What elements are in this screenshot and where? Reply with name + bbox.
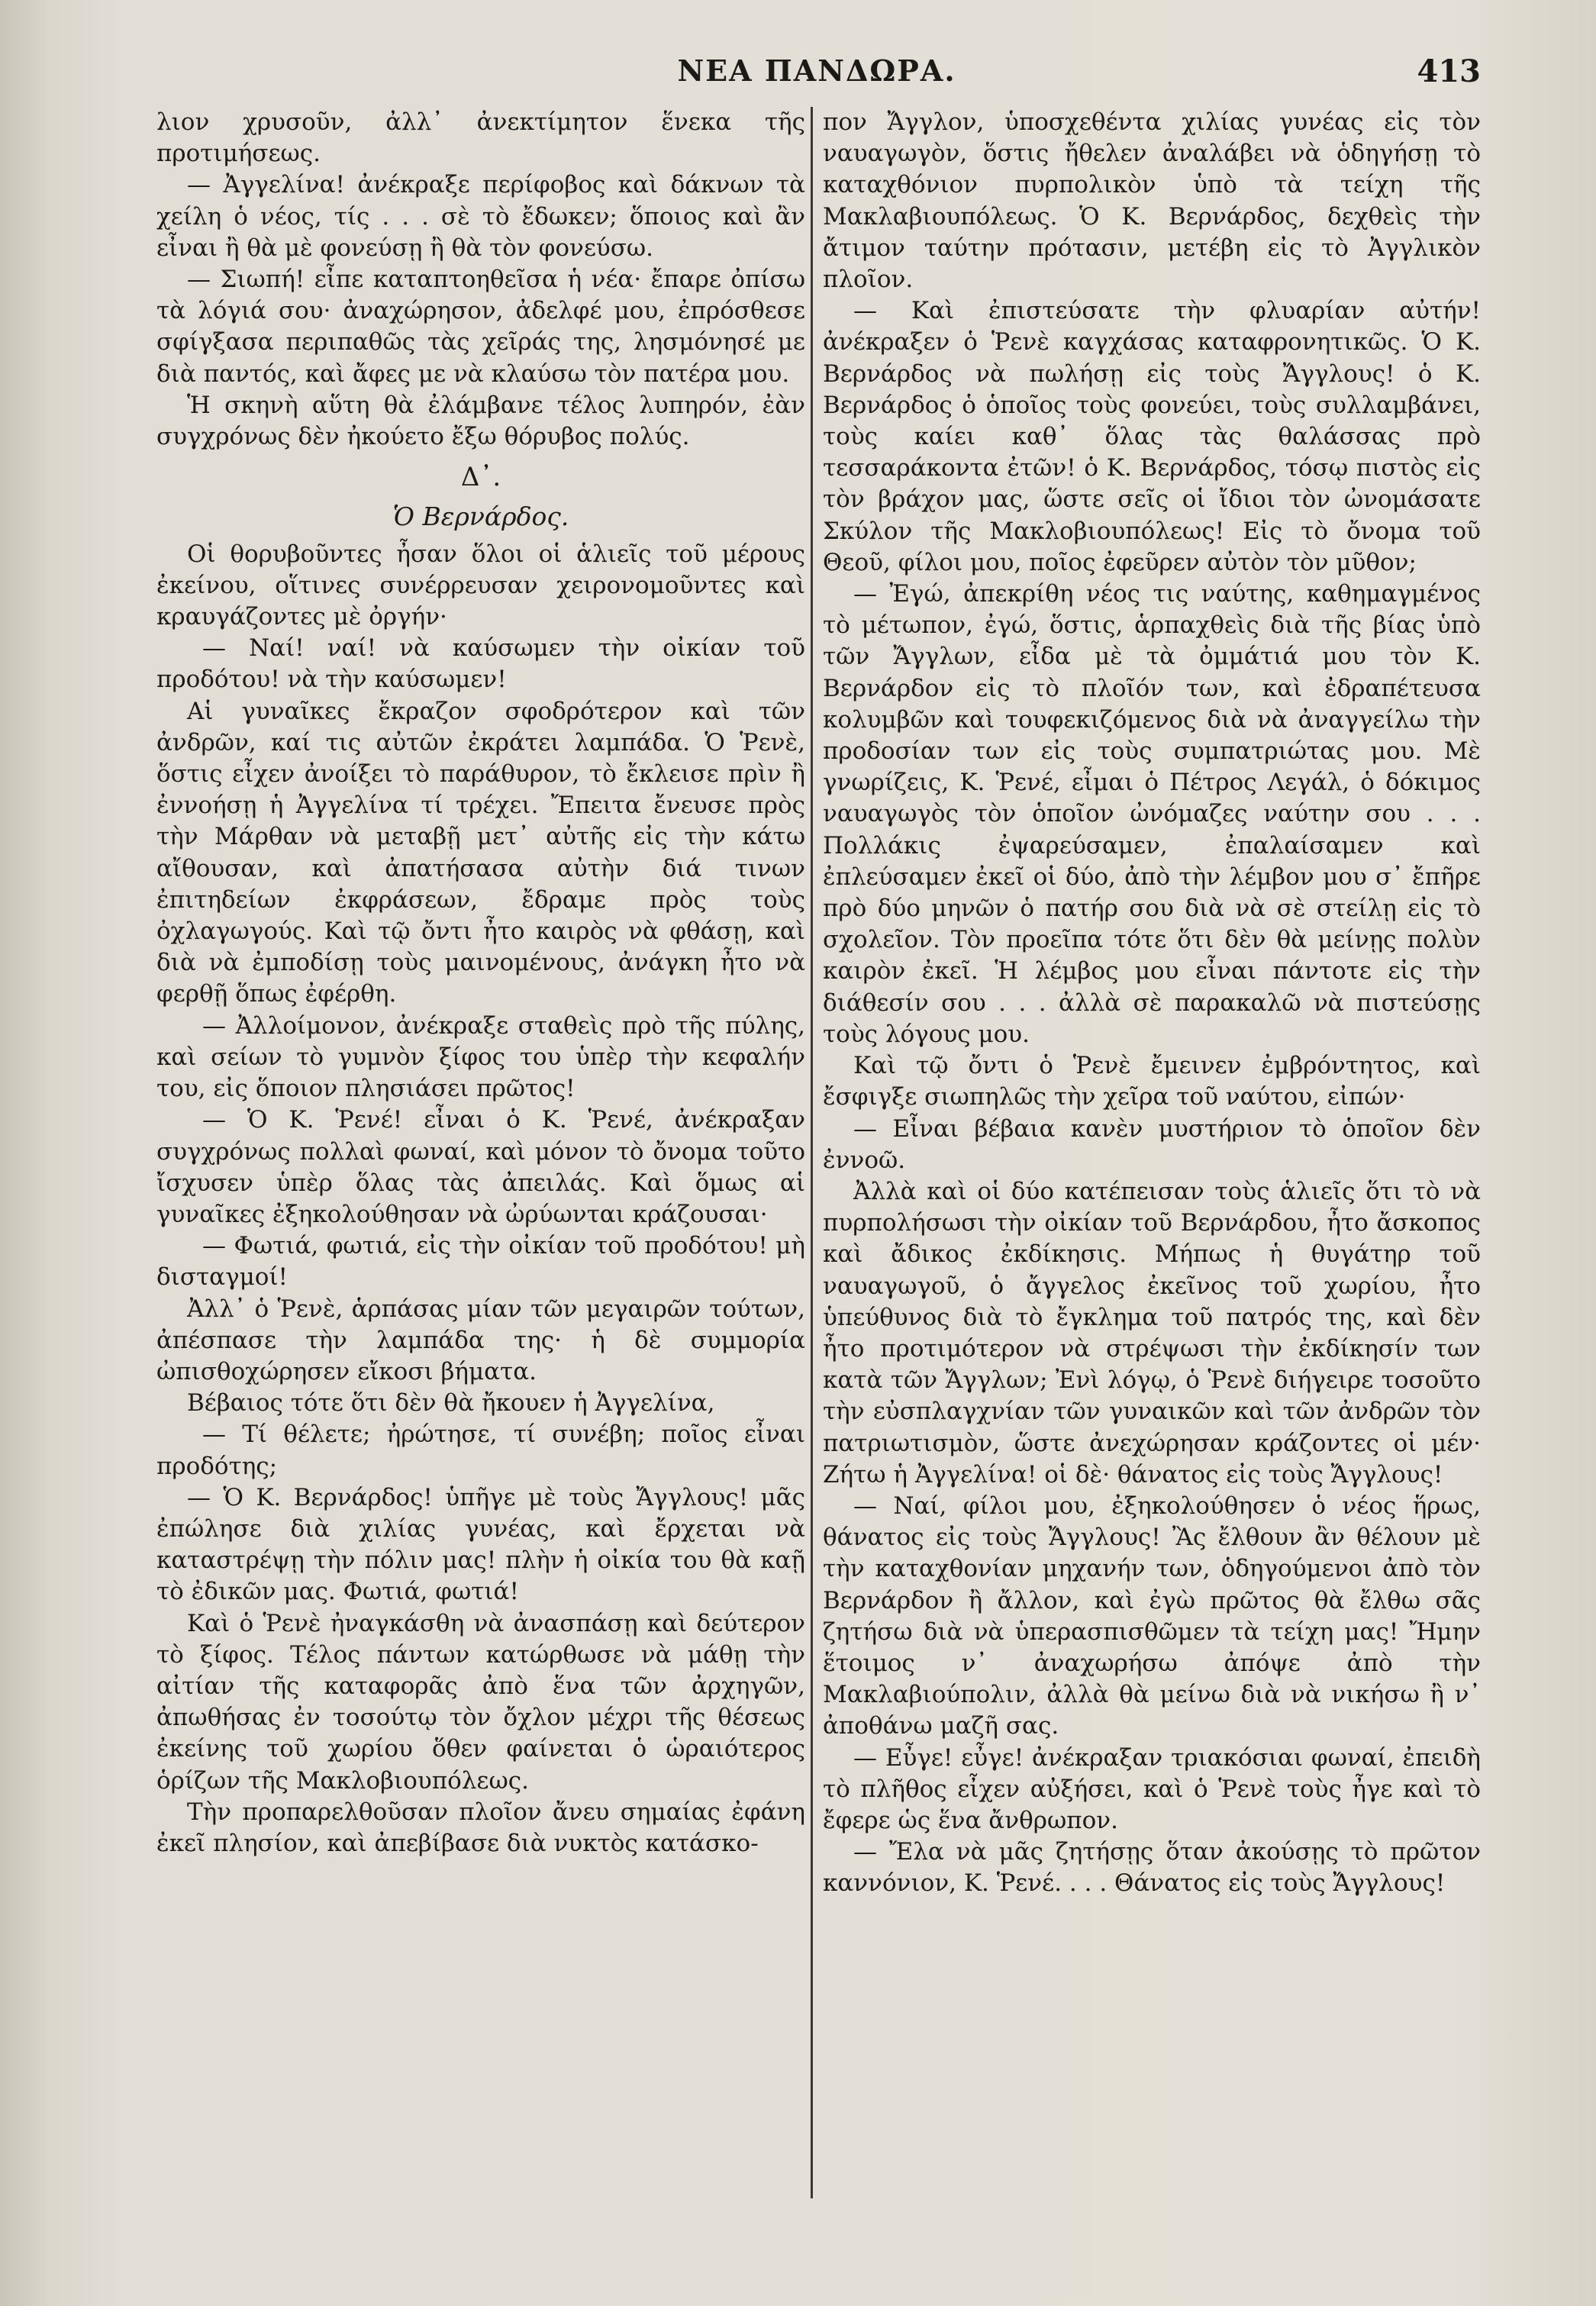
paragraph: Καὶ τῷ ὄντι ὁ Ῥενὲ ἔμεινεν ἐμβρόντητος, καὶ ἔσφιγξε σιωπηλῶς τὴν χεῖρα τοῦ ναύτου, εἰπών· — [823, 1052, 1481, 1111]
paragraph: — Ἐγώ, ἀπεκρίθη νέος τις ναύτης, καθημαγμένος τὸ μέτωπον, ἐγώ, ὅστις, ἁρπαχθεὶς διὰ τῆς βίας ὑπὸ τῶν Ἄγγλων, εἶδα μὲ τὰ ὀμμάτιά μου τὸν Κ. Βερνάρδον εἰς τὸ πλοῖόν των, καὶ ἐδραπέτευσα κολυμβῶν καὶ τουφεκιζόμενος διὰ νὰ ἀναγγείλω τὴν προδοσίαν των εἰς τοὺς συμπατριώτας μου. Μὲ γνωρίζεις, Κ. Ῥενέ, εἶμαι ὁ Πέτρος Λεγάλ, ὁ δόκιμος ναυαγωγὸς τὸν ὁποῖον ὠνόμαζες ναύτην σου . . . Πολλάκις ἐψαρεύσαμεν, ἐπαλαίσαμεν καὶ ἐπλεύσαμεν ἐκεῖ οἱ δύο, ἀπὸ τὴν λέμβον μου σ᾽ ἔπῆρε πρὸ δύο μηνῶν ὁ πατήρ σου διὰ νὰ σὲ στείλῃ εἰς τὸ σχολεῖον. Τὸν προεῖπα τότε ὅτι δὲν θὰ μείνῃς πολὺν καιρὸν ἐκεῖ. Ἡ λέμβος μου εἶναι πάντοτε εἰς τὴν διάθεσίν σου . . . ἀλλὰ σὲ παρακαλῶ νὰ πιστεύσῃς τοὺς λόγους μου. — [823, 580, 1481, 1048]
paragraph: Ἀλλὰ καὶ οἱ δύο κατέπεισαν τοὺς ἁλιεῖς ὅτι τὸ νὰ πυρπολήσωσι τὴν οἰκίαν τοῦ Βερνάρδου, ἦτο ἄσκοπος καὶ ἄδικος ἐκδίκησις. Μήπως ἡ θυγάτηρ τοῦ ναυαγωγοῦ, ὁ ἄγγελος ἐκεῖνος τοῦ χωρίου, ἦτο ὑπεύθυνος διὰ τὸ ἔγκλημα τοῦ πατρός της, καὶ δὲν ἦτο προτιμότερον νὰ στρέψωσι τὴν ἐκδίκησίν των κατὰ τῶν Ἄγγλων; Ἐνὶ λόγῳ, ὁ Ῥενὲ διήγειρε τοσοῦτο τὴν εὐσπλαγχνίαν τῶν γυναικῶν καὶ τῶν ἀνδρῶν τὸν πατριωτισμὸν, ὥστε ἀνεχώρησαν κράζοντες οἱ μέν· Ζήτω ἡ Ἀγγελίνα! οἱ δὲ· θάνατος εἰς τοὺς Ἄγγλους! — [823, 1177, 1481, 1488]
paragraph: — Ὁ Κ. Βερνάρδος! ὑπῆγε μὲ τοὺς Ἄγγλους! μᾶς ἐπώλησε διὰ χιλίας γυνέας, καὶ ἔρχεται νὰ καταστρέψῃ τὴν πόλιν μας! πλὴν ἡ οἰκία του θὰ καῇ τὸ ἐδικῶν μας. Φωτιά, φωτιά! — [156, 1483, 805, 1606]
section-number: Δ᾽. — [460, 462, 501, 493]
paragraph: — Ὁ Κ. Ῥενέ! εἶναι ὁ Κ. Ῥενέ, ἀνέκραξαν συγχρόνως πολλαὶ φωναί, καὶ μόνον τὸ ὄνομα τοῦτο ἴσχυσεν ὑπὲρ ὅλας τὰς ἀπειλάς. Καὶ ὅμως αἱ γυναῖκες ἐξηκολούθησαν νὰ ὠρύωνται κράζουσαι· — [156, 1106, 805, 1228]
paragraph: Βέβαιος τότε ὅτι δὲν θὰ ἤκουεν ἡ Ἀγγελίνα, — [187, 1389, 715, 1417]
paragraph: Ἡ σκηνὴ αὕτη θὰ ἐλάμβανε τέλος λυπηρόν, ἐὰν συγχρόνως δὲν ἠκούετο ἔξω θόρυβος πολύς. — [156, 391, 805, 451]
left-column — [156, 107, 805, 2214]
paragraph: Αἱ γυναῖκες ἔκραζον σφοδρότερον καὶ τῶν ἀνδρῶν, καί τις αὐτῶν ἐκράτει λαμπάδα. Ὁ Ῥενὲ, ὅστις εἶχεν ἀνοίξει τὸ παράθυρον, τὸ ἔκλεισε πρὶν ἢ ἐννοήσῃ ἡ Ἀγγελίνα τί τρέχει. Ἔπειτα ἔνευσε πρὸς τὴν Μάρθαν νὰ μεταβῇ μετ᾽ αὐτῆς εἰς τὴν κάτω αἴθουσαν, καὶ ἀπατήσασα αὐτὴν διά τινων ἐπιτηδείων ἐκφράσεων, ἔδραμε πρὸς τοὺς ὀχλαγωγούς. Καὶ τῷ ὄντι ἦτο καιρὸς νὰ φθάσῃ, καὶ διὰ νὰ ἐμποδίσῃ τοὺς μαινομένους, ἀνάγκη ἦτο νὰ φερθῇ ὅπως ἐφέρθη. — [156, 697, 805, 1008]
paragraph: — Φωτιά, φωτιά, εἰς τὴν οἰκίαν τοῦ προδότου! μὴ δισταγμοί! — [156, 1232, 805, 1292]
paragraph: Οἱ θορυβοῦντες ἦσαν ὅλοι οἱ ἁλιεῖς τοῦ μέρους ἐκείνου, οἵτινες συνέρρευσαν χειρονομοῦντες καὶ κραυγάζοντες μὲ ὀργήν· — [156, 540, 805, 631]
paragraph: — Ἀγγελίνα! ἀνέκραξε περίφοβος καὶ δάκνων τὰ χείλη ὁ νέος, τίς . . . σὲ τὸ ἔδωκεν; ὅποιος καὶ ἂν εἶναι ἢ θὰ μὲ φονεύσῃ ἢ θὰ τὸν φονεύσω. — [156, 171, 805, 262]
running-head-title: ΝΕΑ ΠΑΝΔΩΡΑ. — [677, 53, 956, 88]
paragraph: — Ἀλλοίμονον, ἀνέκραξε σταθεὶς πρὸ τῆς πύλης, καὶ σείων τὸ γυμνὸν ξίφος του ὑπὲρ τὴν κεφαλήν του, εἰς ὅποιον πλησιάσει πρῶτος! — [156, 1011, 805, 1103]
column-rule — [811, 107, 813, 2198]
paragraph: — Ναί! ναί! νὰ καύσωμεν τὴν οἰκίαν τοῦ προδότου! νὰ τὴν καύσωμεν! — [156, 634, 805, 694]
paragraph: — Εὖγε! εὖγε! ἀνέκραξαν τριακόσιαι φωναί, ἐπειδὴ τὸ πλῆθος εἶχεν αὐξήσει, καὶ ὁ Ῥενὲ τοὺς ἦγε καὶ τὸ ἔφερε ὡς ἕνα ἄνθρωπον. — [823, 1743, 1481, 1834]
paragraph: Καὶ ὁ Ῥενὲ ἠναγκάσθη νὰ ἀνασπάσῃ καὶ δεύτερον τὸ ξίφος. Τέλος πάντων κατώρθωσε νὰ μάθῃ τὴν αἰτίαν τῆς καταφορᾶς ἀπὸ ἕνα τῶν ἀρχηγῶν, ἀπωθήσας ἐν τοσούτῳ τὸν ὄχλον μέχρι τῆς θέσεως ἐκείνης τοῦ χωρίου ὅθεν φαίνεται ὁ ὡραιότερος ὁρίζων τῆς Μακλοβιουπόλεως. — [156, 1609, 805, 1795]
paragraph: πον Ἄγγλον, ὑποσχεθέντα χιλίας γυνέας εἰς τὸν ναυαγωγὸν, ὅστις ἤθελεν ἀναλάβει νὰ ὁδηγήσῃ τὸ καταχθόνιον πυρπολικὸν ὑπὸ τὰ τείχη τῆς Μακλαβιουπόλεως. Ὁ Κ. Βερνάρδος, δεχθεὶς τὴν ἄτιμον ταύτην πρότασιν, μετέβη εἰς τὸ Ἀγγλικὸν πλοῖον. — [823, 108, 1481, 294]
section-title: Ὁ Βερνάρδος. — [392, 502, 569, 532]
right-column — [823, 107, 1481, 2214]
paragraph: Ἀλλ᾽ ὁ Ῥενὲ, ἁρπάσας μίαν τῶν μεγαιρῶν τούτων, ἀπέσπασε τὴν λαμπάδα της· ἡ δὲ συμμορία ὠπισθοχώρησεν εἴκοσι βήματα. — [156, 1295, 805, 1385]
paragraph: — Σιωπή! εἶπε καταπτοηθεῖσα ἡ νέα· ἔπαρε ὀπίσω τὰ λόγιά σου· ἀναχώρησον, ἀδελφέ μου, ἐπρόσθεσε σφίγξασα περιπαθῶς τὰς χεῖράς της, λησμόνησέ με διὰ παντός, καὶ ἄφες με νὰ κλαύσω τὸν πατέρα μου. — [156, 266, 805, 388]
paragraph: λιον χρυσοῦν, ἀλλ᾽ ἀνεκτίμητον ἕνεκα τῆς προτιμήσεως. — [156, 108, 805, 168]
paragraph: — Καὶ ἐπιστεύσατε τὴν φλυαρίαν αὐτήν! ἀνέκραξεν ὁ Ῥενὲ καγχάσας καταφρονητικῶς. Ὁ Κ. Βερνάρδος νὰ πωλήσῃ εἰς τοὺς Ἄγγλους! ὁ Κ. Βερνάρδος ὁ ὁποῖος τοὺς φονεύει, τοὺς συλλαμβάνει, τοὺς καίει καθ᾽ ὅλας τὰς θαλάσσας πρὸ τεσσαράκοντα ἐτῶν! ὁ Κ. Βερνάρδος, τόσῳ πιστὸς εἰς τὸν βράχον μας, ὥστε σεῖς οἱ ἴδιοι τὸν ὠνομάσατε Σκύλον τῆς Μακλοβιουπόλεως! Εἰς τὸ ὄνομα τοῦ Θεοῦ, φίλοι μου, ποῖος ἐφεῦρεν αὐτὸν τὸν μῦθον; — [823, 297, 1481, 576]
paragraph: — Τί θέλετε; ἠρώτησε, τί συνέβη; ποῖος εἶναι προδότης; — [156, 1421, 805, 1480]
page-number: 413 — [1417, 53, 1481, 89]
paragraph: Τὴν προπαρελθοῦσαν πλοῖον ἄνευ σημαίας ἐφάνη ἐκεῖ πλησίον, καὶ ἀπεβίβασε διὰ νυκτὸς κατάσκο- — [156, 1798, 805, 1857]
paragraph: — Εἶναι βέβαια κανὲν μυστήριον τὸ ὁποῖον δὲν ἐννοῶ. — [823, 1114, 1481, 1174]
paragraph: — Ἔλα νὰ μᾶς ζητήσῃς ὅταν ἀκούσῃς τὸ πρῶτον καννόνιον, Κ. Ῥενέ. . . . Θάνατος εἰς τοὺς Ἄγγλους! — [823, 1838, 1481, 1898]
page-header — [153, 53, 1481, 99]
paragraph: — Ναί, φίλοι μου, ἐξηκολούθησεν ὁ νέος ἥρως, θάνατος εἰς τοὺς Ἄγγλους! Ἂς ἔλθουν ἂν θέλουν μὲ τὴν καταχθονίαν μηχανήν των, ὁδηγούμενοι ἀπὸ τὸν Βερνάρδον ἢ ἄλλον, καὶ ἐγὼ πρῶτος θὰ ἔλθω σᾶς ζητήσω διὰ νὰ ὑπερασπισθῶμεν τὰ τείχη μας! Ἤμην ἕτοιμος ν᾽ ἀναχωρήσω ἀπόψε ἀπὸ τὴν Μακλαβιούπολιν, ἀλλὰ θὰ μείνω διὰ νὰ νικήσω ἢ ν᾽ ἀποθάνω μαζῆ σας. — [823, 1492, 1481, 1740]
